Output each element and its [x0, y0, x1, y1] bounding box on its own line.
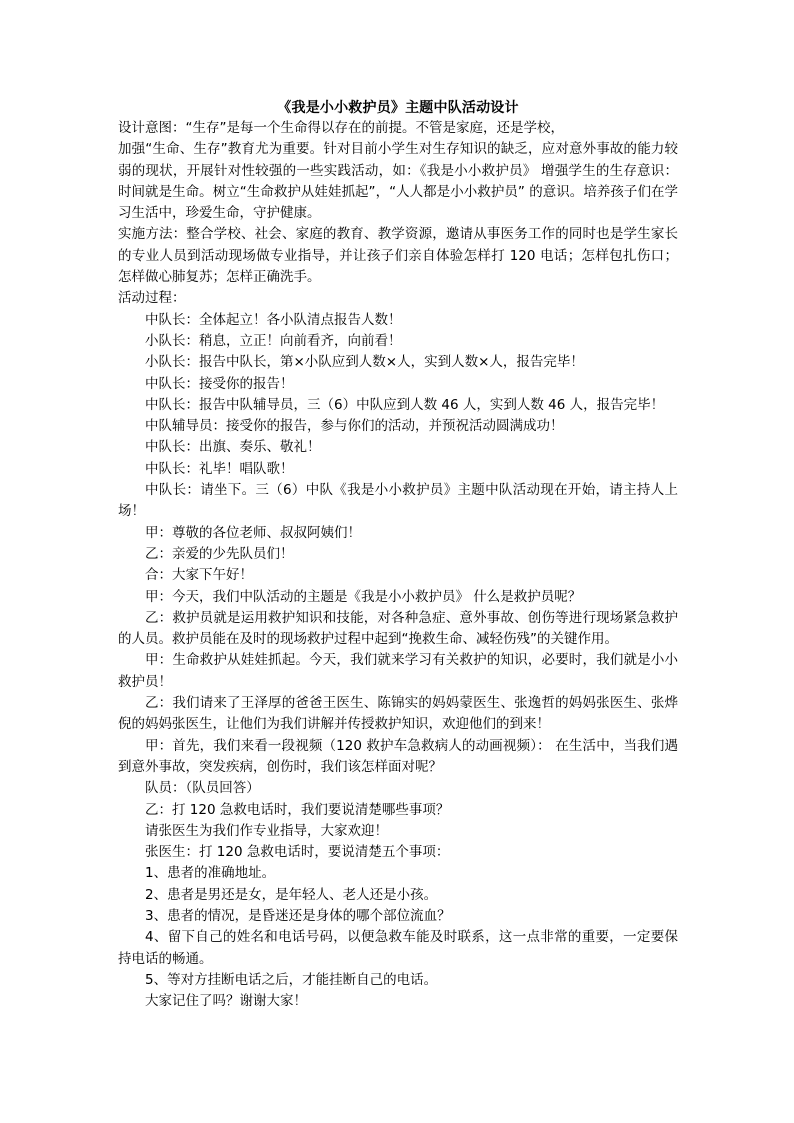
paragraph: 乙：救护员就是运用救护知识和技能，对各种急症、意外事故、创伤等进行现场紧急救护的人员。救护员能在及时的现场救护过程中起到“挽救生命、减轻伤残”的关键作用。: [118, 609, 678, 648]
paragraph: 设计意图：“生存”是每一个生命得以存在的前提。不管是家庭，还是学校，: [118, 120, 564, 136]
paragraph: 乙：我们请来了王泽厚的爸爸王医生、陈锦实的妈妈蒙医生、张逸哲的妈妈张医生、张烨倪的妈妈张医生，让他们为我们讲解并传授救护知识，欢迎他们的到来！: [118, 695, 678, 733]
paragraph: 队员：（队员回答）: [145, 780, 260, 797]
paragraph: 甲：尊敬的各位老师、叔叔阿姨们！: [145, 524, 361, 541]
paragraph: 5、等对方挂断电话之后，才能挂断自己的电话。: [145, 971, 438, 988]
paragraph: 4、留下自己的姓名和电话号码，以便急救车能及时联系，这一点非常的重要，一定要保持电话的畅通。: [118, 929, 678, 967]
paragraph: 乙：亲爱的少先队员们！: [145, 545, 294, 562]
paragraph: 小队长：稍息，立正！向前看齐，向前看！: [145, 332, 402, 349]
paragraph: 大家记住了吗？谢谢大家！: [145, 993, 307, 1010]
paragraph: 乙：打 120 急救电话时，我们要说清楚哪些事项？: [145, 801, 450, 818]
paragraph: 中队长：出旗、奏乐、敬礼！: [145, 439, 321, 456]
paragraph: 3、患者的情况，是昏迷还是身体的哪个部位流血？: [145, 907, 451, 924]
paragraph: 张医生：打 120 急救电话时，要说清楚五个事项：: [145, 844, 450, 861]
paragraph: 中队长：全体起立！各小队清点报告人数！: [145, 311, 402, 328]
paragraph: 2、患者是男还是女，是年轻人、老人还是小孩。: [145, 886, 438, 903]
paragraph: 小队长：报告中队长，第×小队应到人数×人，实到人数×人，报告完毕！: [145, 354, 584, 371]
paragraph: 实施方法：整合学校、社会、家庭的教育、教学资源，邀请从事医务工作的同时也是学生家长的专业人员到活动现场做专业指导，并让孩子们亲自体验怎样打 120 电话；怎样包扎伤口；怎样做心肺复苏；怎样正确洗手。: [118, 226, 678, 286]
paragraph: 甲：生命救护从娃娃抓起。今天，我们就来学习有关救护的知识，必要时，我们就是小小救护员！: [118, 652, 678, 690]
document-page: [118, 98, 678, 1012]
paragraph: 中队长：报告中队辅导员，三（6）中队应到人数 46 人，实到人数 46 人，报告完毕！: [145, 396, 665, 413]
paragraph: 中队长：接受你的报告！: [145, 375, 294, 392]
document-title: 《我是小小救护员》主题中队活动设计: [277, 100, 519, 116]
document-body: [118, 118, 678, 1012]
paragraph: 1、患者的准确地址。: [145, 865, 276, 882]
paragraph: 合：大家下午好！: [145, 567, 253, 584]
paragraph: 请张医生为我们作专业指导，大家欢迎！: [145, 822, 388, 839]
paragraph: 甲：首先，我们来看一段视频（120 救护车急救病人的动画视频）： 在生活中，当我们遇到意外事故，突发疾病，创伤时，我们该怎样面对呢？: [118, 737, 678, 775]
paragraph: 中队长：礼毕！唱队歌！: [145, 460, 294, 477]
paragraph: 中队长：请坐下。三（6）中队《我是小小救护员》主题中队活动现在开始，请主持人上场！: [118, 482, 678, 520]
paragraph: 中队辅导员：接受你的报告，参与你们的活动，并预祝活动圆满成功！: [145, 418, 564, 435]
paragraph: 甲：今天，我们中队活动的主题是《我是小小救护员》 什么是救护员呢？: [145, 588, 582, 605]
paragraph: 活动过程：: [118, 290, 186, 307]
paragraph: 加强“生命、生存”教育尤为重要。针对目前小学生对生存知识的缺乏，应对意外事故的能力较弱的现状，开展针对性较强的一些实践活动，如：《我是小小救护员》 增强学生的生存意识：时间就是生命。树立“生命救护从娃娃抓起”，“人人都是小小救护员” 的意识。培养孩子们在学习生活中，珍爱生命，守护健康。: [118, 141, 678, 222]
